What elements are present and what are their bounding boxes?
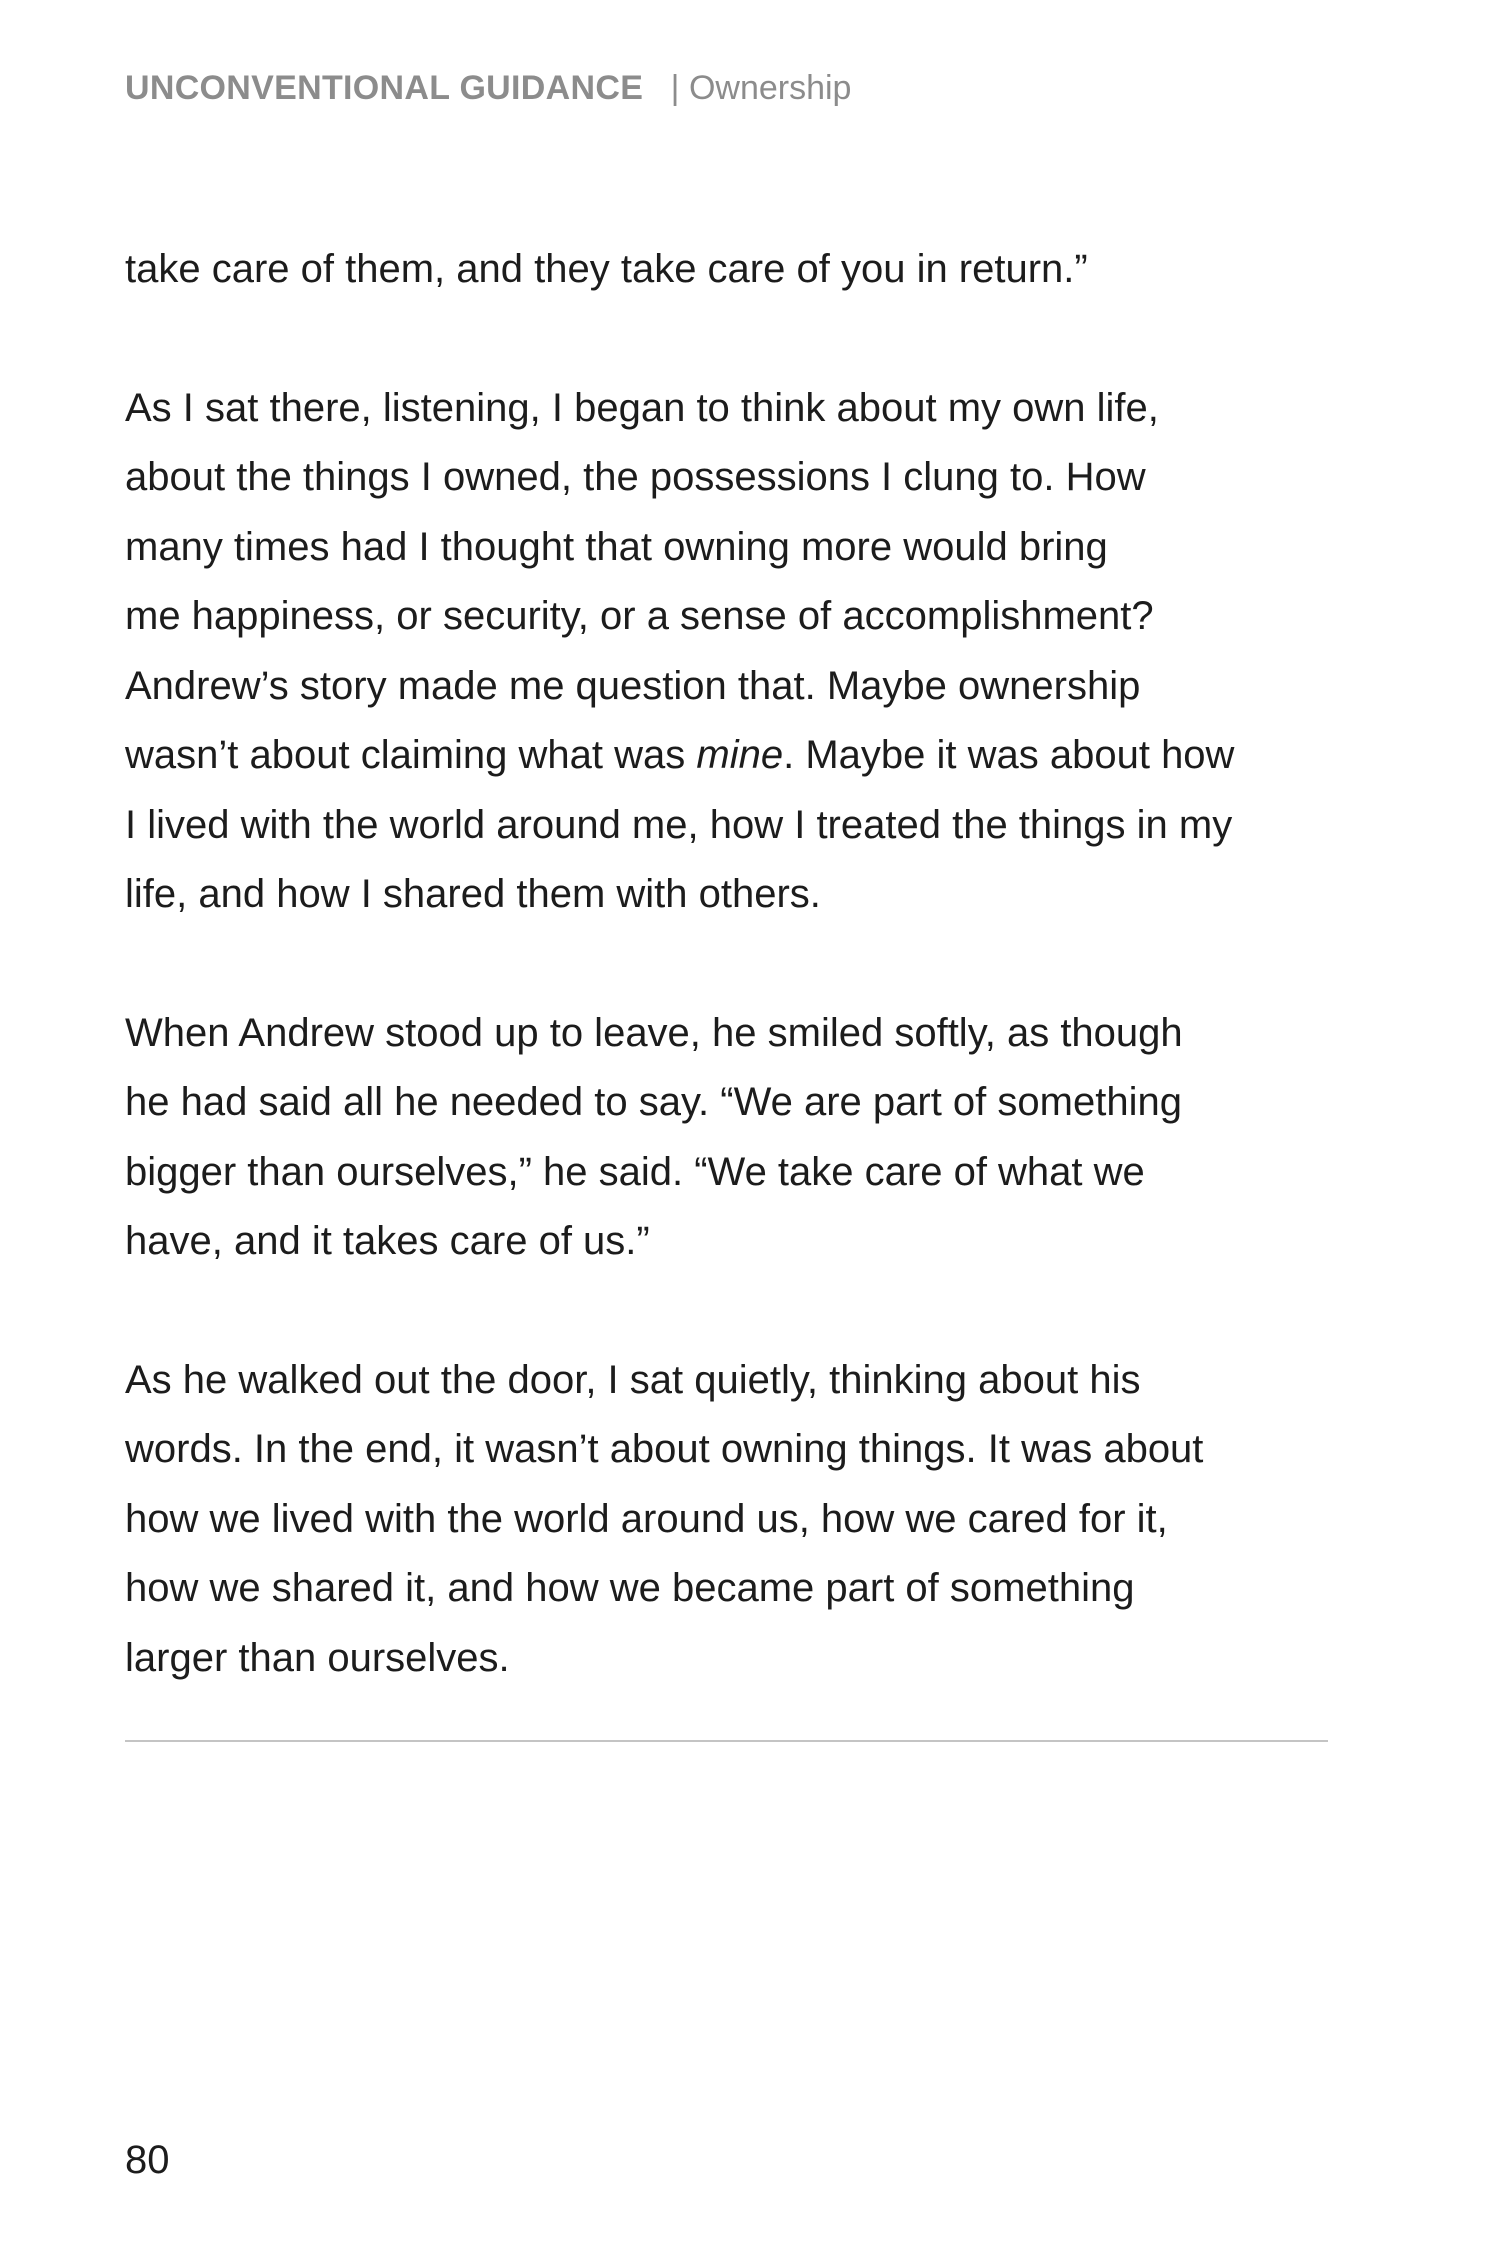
text-line: many times had I thought that owning more would bring: [125, 524, 1108, 569]
text-line: have, and it takes care of us.”: [125, 1219, 650, 1263]
text-line: he had said all he needed to say. “We are part of something: [125, 1080, 1182, 1124]
paragraph-4: [125, 1346, 1345, 1694]
text-line: how we shared it, and how we became part of something: [125, 1566, 1135, 1610]
text-fragment: wasn’t about claiming what was: [125, 733, 697, 777]
chapter-title: Ownership: [688, 69, 852, 107]
paragraph-3: [125, 999, 1345, 1277]
running-head: [125, 68, 851, 108]
text-fragment: . Maybe it was about how: [783, 733, 1235, 777]
text-line: words. In the end, it wasn’t about owning things. It was about: [125, 1427, 1204, 1471]
text-line: Andrew’s story made me question that. Maybe ownership: [125, 663, 1141, 708]
paragraph-2: [125, 374, 1345, 930]
book-title: UNCONVENTIONAL GUIDANCE: [125, 69, 644, 107]
header-separator: |: [670, 69, 680, 107]
text-line: me happiness, or security, or a sense of accomplishment?: [125, 594, 1154, 638]
text-line: how we lived with the world around us, how we cared for it,: [125, 1496, 1168, 1541]
text-line: As he walked out the door, I sat quietly, thinking about his: [125, 1357, 1141, 1402]
body-text: [125, 235, 1345, 1762]
text-line: When Andrew stood up to leave, he smiled softly, as though: [125, 1010, 1183, 1055]
text-line: about the things I owned, the possessions I clung to. How: [125, 455, 1146, 499]
section-divider: [125, 1740, 1328, 1742]
text-line: life, and how I shared them with others.: [125, 872, 821, 916]
text-line: larger than ourselves.: [125, 1635, 510, 1680]
text-line: I lived with the world around me, how I treated the things in my: [125, 802, 1233, 847]
text-line: take care of them, and they take care of you in return.”: [125, 247, 1088, 291]
text-line: bigger than ourselves,” he said. “We take care of what we: [125, 1149, 1145, 1194]
paragraph-1: [125, 235, 1345, 305]
page-number: 80: [125, 2138, 170, 2182]
text-line: As I sat there, listening, I began to think about my own life,: [125, 385, 1159, 430]
emphasized-word: mine: [696, 733, 784, 777]
text-line-with-emphasis: [125, 721, 1345, 791]
